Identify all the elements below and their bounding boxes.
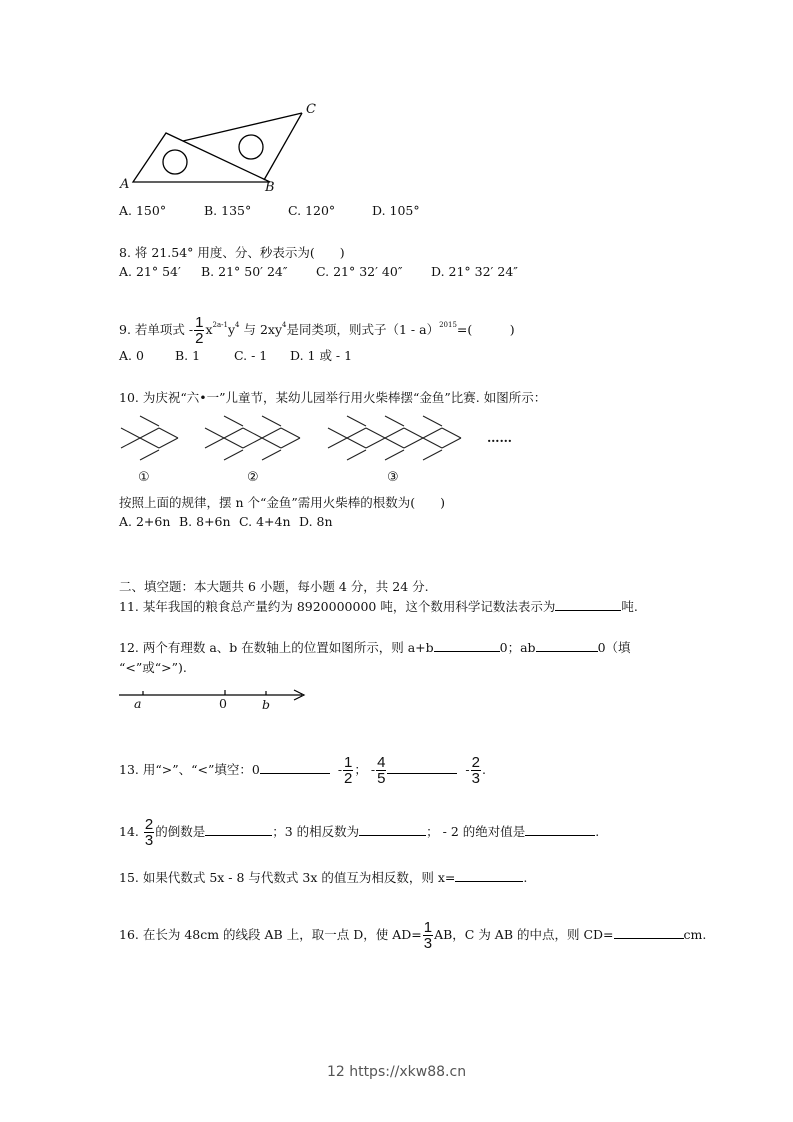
q15-stem (119, 869, 527, 886)
axis-label-a: a (134, 696, 142, 711)
q9-suffix: 是同类项，则式子（1 - a） (286, 322, 440, 337)
q9-end: =( ) (456, 322, 515, 337)
q14-part1: 的倒数是 (155, 824, 206, 839)
q10-option-d: D. 8n (299, 514, 333, 529)
frac-num: 1 (423, 919, 433, 936)
q7-option-a: A. 150° (119, 203, 167, 218)
frac-num: 2 (144, 816, 154, 833)
q16-answer-blank[interactable] (614, 926, 684, 939)
q13-fraction-3 (471, 755, 481, 786)
axis-label-zero: 0 (219, 696, 227, 711)
q15-text: 15. 如果代数式 5x - 8 与代数式 3x 的值互为相反数，则 x= (119, 870, 456, 885)
q10-option-c: C. 4+4n (239, 514, 291, 529)
frac-num: 4 (377, 754, 386, 771)
q12-part1: 12. 两个有理数 a、b 在数轴上的位置如图所示，则 a+b (119, 640, 434, 655)
q9-option-d: D. 1 或 - 1 (290, 348, 353, 363)
q9-y-exponent: 4 (235, 321, 240, 329)
q13-sep: ； - (354, 762, 376, 777)
q14-fraction (144, 817, 154, 848)
vertex-label-c: C (306, 102, 316, 117)
frac-den: 3 (471, 770, 480, 787)
q13-fraction-2 (376, 755, 386, 786)
q15-answer-blank[interactable] (455, 869, 523, 882)
q14-prefix: 14. (119, 824, 139, 839)
frac-den: 2 (344, 770, 353, 787)
q11-unit: 吨. (621, 599, 638, 614)
q15-end: . (523, 870, 528, 885)
figure-ellipsis: …… (487, 430, 512, 445)
q14-stem (119, 817, 599, 848)
figure-label-3: ③ (387, 470, 399, 485)
q13-prefix: 13. 用“>”、“<”填空：0 (119, 762, 260, 777)
q13-neg-1: - (337, 762, 343, 777)
q16-unit: cm. (683, 927, 707, 942)
q8-option-c: C. 21° 32′ 40″ (316, 264, 403, 279)
figure-label-1: ① (138, 470, 150, 485)
q9-mid-exponent: 4 (282, 321, 287, 329)
q14-blank-opposite[interactable] (359, 823, 426, 836)
q8-option-b: B. 21° 50′ 24″ (201, 264, 288, 279)
vertex-label-b: B (265, 180, 275, 195)
q12-part2: 0；ab (499, 640, 536, 655)
q11-text: 11. 某年我国的粮食总产量约为 8920000000 吨，这个数用科学记数法表示为 (119, 599, 556, 614)
q13-fraction-1 (343, 755, 353, 786)
frac-num: 1 (195, 314, 204, 331)
q13-neg-3: - (465, 762, 470, 777)
axis-label-b: b (262, 697, 271, 712)
q14-part3: ； - 2 的绝对值是 (426, 824, 526, 839)
q10-question: 按照上面的规律，摆 n 个“金鱼”需用火柴棒的根数为( ) (119, 495, 446, 510)
page-footer: 12 https://xkw88.cn (326, 1064, 467, 1080)
frac-den: 5 (377, 770, 386, 787)
q16-stem (119, 920, 706, 951)
q13-stem (119, 755, 486, 786)
q8-option-a: A. 21° 54′ (119, 264, 181, 279)
q13-end: . (482, 762, 486, 777)
q9-option-b: B. 1 (175, 348, 201, 363)
q9-y: y (227, 322, 236, 337)
frac-den: 3 (423, 935, 433, 952)
q9-prefix: 9. 若单项式 - (119, 322, 194, 337)
q12-part3: 0（填 (597, 640, 631, 655)
q14-part2: ；3 的相反数为 (272, 824, 360, 839)
q7-option-c: C. 120° (288, 203, 336, 218)
q9-power: 2015 (439, 321, 457, 329)
q13-blank-2[interactable] (387, 761, 457, 774)
q9-option-c: C. - 1 (234, 348, 268, 363)
figure-label-2: ② (247, 470, 259, 485)
q7-option-d: D. 105° (372, 203, 420, 218)
q14-blank-absolute[interactable] (525, 823, 595, 836)
q13-blank-1[interactable] (260, 761, 330, 774)
q10-stem: 10. 为庆祝“六•一”儿童节，某幼儿园举行用火柴棒摆“金鱼”比赛. 如图所示： (119, 390, 547, 405)
frac-den: 3 (144, 832, 154, 849)
vertex-label-a: A (120, 177, 130, 192)
q16-prefix: 16. 在长为 48cm 的线段 AB 上，取一点 D，使 AD= (119, 927, 422, 942)
q9-x-exponent: 2a-1 (212, 321, 228, 329)
q12-line2: “<”或“>”). (119, 660, 187, 675)
q10-option-a: A. 2+6n (119, 514, 171, 529)
frac-num: 1 (344, 754, 353, 771)
q16-mid: AB，C 为 AB 的中点，则 CD= (434, 927, 614, 942)
q14-end: . (595, 824, 600, 839)
section-heading: 二、填空题：本大题共 6 小题，每小题 4 分，共 24 分. (119, 579, 429, 594)
q16-fraction (423, 920, 433, 951)
frac-den: 2 (195, 330, 204, 347)
q8-option-d: D. 21° 32′ 24″ (431, 264, 518, 279)
q9-mid: 与 2xy (243, 322, 283, 337)
q14-blank-reciprocal[interactable] (205, 823, 272, 836)
q10-option-b: B. 8+6n (179, 514, 231, 529)
q9-option-a: A. 0 (119, 348, 144, 363)
q8-stem: 8. 将 21.54° 用度、分、秒表示为( ) (119, 245, 345, 260)
q9-x: x (205, 322, 213, 337)
frac-num: 2 (471, 754, 480, 771)
q7-option-b: B. 135° (204, 203, 252, 218)
